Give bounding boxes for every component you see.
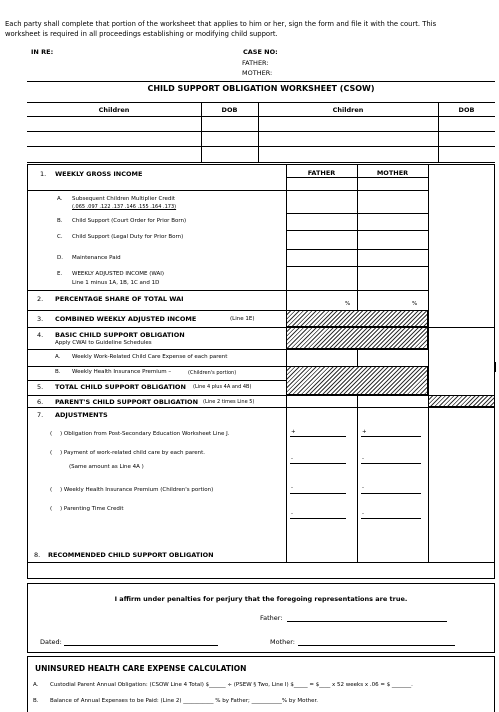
dated-line[interactable] [64,645,218,646]
uninsured-title: UNINSURED HEALTH CARE EXPENSE CALCULATION [35,664,247,673]
uninsured-a-text: Custodial Parent Annual Obligation: (CSOW Line 4 Total) $______ ÷ (PSEW § Two, Line I) $_____ = $____ x 52 weeks x .06 = $ _______. [50,682,413,688]
line-2-label: PERCENTAGE SHARE OF TOTAL WAI [55,295,184,303]
affirm-statement: I affirm under penalties for perjury that the foregoing representations are true. [114,595,408,603]
adj-3-paren: ( [50,487,53,493]
line-6-note: (Line 2 times Line 5) [203,399,255,405]
line-4b-note: (Children's portion) [188,370,237,376]
intro-line-2: worksheet is required in all proceedings establishing or modifying child support. [5,30,278,38]
col-dob-2: DOB [458,106,475,114]
line-3-label: COMBINED WEEKLY ADJUSTED INCOME [55,315,197,323]
adj-4-paren: ( [50,506,53,512]
line-1d-num: D. [57,255,63,261]
adj-4-mother-sign: - [362,511,364,517]
line-1c-num: C. [57,234,63,240]
line-4b-num: B. [55,369,61,375]
col-children-1: Children [98,106,130,114]
line-1-label: WEEKLY GROSS INCOME [55,170,143,178]
adj-1-mother-sign: + [362,429,367,435]
col-children-2: Children [332,106,364,114]
line-3-hatch [286,310,428,327]
adj-1-label: ) Obligation from Post-Secondary Education Worksheet Line J. [60,431,230,437]
line-1d-label: Maintenance Paid [72,255,121,261]
line-1-num: 1. [40,170,47,178]
line-4-num: 4. [37,331,44,339]
line-4b-5-hatch [286,366,428,395]
line-1b-label: Child Support (Court Order for Prior Born) [72,218,187,224]
line-4a-label: Weekly Work-Related Child Care Expense of each parent [72,354,228,360]
line-1a-sub: (.065 .097 .122 .137 .146 .155 .164 .173) [72,204,177,210]
col-dob-1: DOB [221,106,238,114]
line-5-num: 5. [37,383,44,391]
uninsured-b-num: B. [33,698,39,704]
line-1e-label: WEEKLY ADJUSTED INCOME (WAI) [72,271,165,277]
adj-1-paren: ( [50,431,53,437]
line-4-hatch [286,327,428,349]
mother-signature-line[interactable] [298,645,455,646]
line-6-num: 6. [37,398,44,406]
line-1b-num: B. [57,218,63,224]
line-1a-label: Subsequent Children Multiplier Credit [72,196,176,202]
line-2-num: 2. [37,295,44,303]
uninsured-b-text: Balance of Annual Expenses to be Paid: (Line 2) ___________ % by Father; ___________% by Mother. [50,698,319,704]
line-7-label: ADJUSTMENTS [55,411,108,419]
line-3-num: 3. [37,315,44,323]
line-8-label: RECOMMENDED CHILD SUPPORT OBLIGATION [48,551,214,559]
mother-label: MOTHER: [242,69,273,77]
adj-1-father-sign: + [291,429,296,435]
line-1e-num: E. [57,271,63,277]
line-5-note: (Line 4 plus 4A and 4B) [193,384,252,390]
line-4-label: BASIC CHILD SUPPORT OBLIGATION [55,331,185,339]
adj-4-label: ) Parenting Time Credit [60,506,124,512]
line-6-hatch [428,395,495,407]
line-4b-label: Weekly Health Insurance Premium – [72,369,172,375]
line-7-num: 7. [37,411,44,419]
adj-2-label: ) Payment of work-related child care by each parent. [60,450,206,456]
intro-line-1: Each party shall complete that portion of the worksheet that applies to him or her, sign the form and file it with the court. This [5,20,437,28]
adj-3-label: ) Weekly Health Insurance Premium (Children's portion) [60,487,214,493]
adj-3-mother-sign: - [362,485,364,491]
adj-2-mother-sign: - [362,456,364,462]
affirm-father-label: Father: [260,614,283,622]
affirm-dated-label: Dated: [40,638,62,646]
line-6-label: PARENT'S CHILD SUPPORT OBLIGATION [55,398,199,406]
col-father: FATHER [307,169,336,177]
adj-2-father-sign: - [291,456,293,462]
father-label: FATHER: [242,59,269,67]
line-1a-num: A. [57,196,63,202]
uninsured-a-num: A. [33,682,39,688]
affirm-mother-label: Mother: [270,638,296,646]
line-1e-sub: Line 1 minus 1A, 1B, 1C and 1D [72,280,160,286]
line-2-father-pct: % [345,301,351,307]
adj-2-sub: (Same amount as Line 4A ) [69,464,144,470]
adj-3-father-sign: - [291,485,293,491]
case-no-label: CASE NO: [243,48,278,56]
page-title: CHILD SUPPORT OBLIGATION WORKSHEET (CSOW) [147,84,375,93]
line-4a-num: A. [55,354,61,360]
line-5-label: TOTAL CHILD SUPPORT OBLIGATION [55,383,186,391]
in-re-label: IN RE: [31,48,54,56]
line-4-sub: Apply CWAI to Guideline Schedules [55,340,152,346]
line-8-num: 8. [34,551,41,559]
adj-4-father-sign: - [291,511,293,517]
line-1c-label: Child Support (Legal Duty for Prior Born) [72,234,184,240]
adj-2-paren: ( [50,450,53,456]
father-signature-line[interactable] [287,621,447,622]
line-3-note: (Line 1E) [230,316,255,322]
line-2-mother-pct: % [412,301,418,307]
col-mother: MOTHER [376,169,409,177]
